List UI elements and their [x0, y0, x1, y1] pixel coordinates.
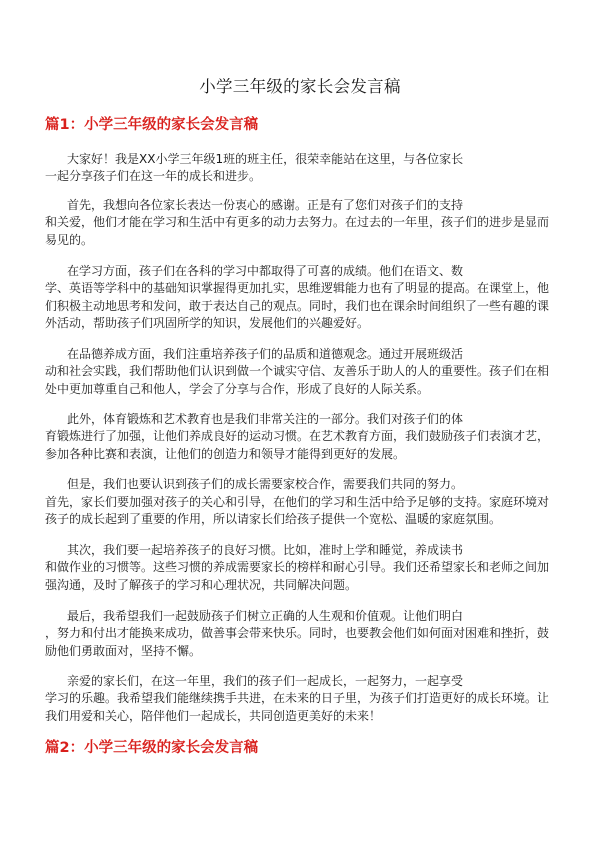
- paragraph-line: 学习的乐趣。我希望我们能继续携手共进，在未来的日子里，为孩子们打造更好的成长环境。让: [45, 691, 550, 705]
- paragraph-line: 最后，我希望我们一起鼓励孩子们树立正确的人生观和价值观。让他们明白: [67, 609, 464, 623]
- paragraph-line: 大家好！我是XX小学三年级1班的班主任，很荣幸能站在这里，与各位家长: [67, 152, 464, 166]
- section-heading-1: 篇1：小学三年级的家长会发言稿: [45, 117, 259, 133]
- section-heading-2: 篇2：小学三年级的家长会发言稿: [45, 740, 259, 756]
- paragraph-line: 但是，我们也要认识到孩子们的成长需要家校合作，需要我们共同的努力。: [67, 477, 464, 491]
- paragraph-line: 学、英语等学科中的基础知识掌握得更加扎实，思维逻辑能力也有了明显的提高。在课堂上，他: [45, 281, 550, 295]
- paragraph-line: 孩子的成长起到了重要的作用，所以请家长们给孩子提供一个宽松、温暖的家庭氛围。: [45, 512, 502, 526]
- document-title: 小学三年级的家长会发言稿: [199, 77, 401, 96]
- paragraph-line: 一起分享孩子们在这一年的成长和进步。: [45, 169, 262, 183]
- paragraph-line: 外活动，帮助孩子们巩固所学的知识，发展他们的兴趣爱好。: [45, 316, 370, 330]
- paragraph-line: 我们用爱和关心，陪伴他们一起成长，共同创造更美好的未来！: [45, 709, 382, 723]
- paragraph-line: 在学习方面，孩子们在各科的学习中都取得了可喜的成绩。他们在语文、数: [67, 264, 464, 278]
- paragraph-line: 励他们勇敢面对，坚持不懈。: [45, 644, 202, 658]
- paragraph-line: 首先，我想向各位家长表达一份衷心的感谢。正是有了您们对孩子们的支持: [67, 198, 464, 212]
- paragraph-line: 首先，家长们要加强对孩子的关心和引导，在他们的学习和生活中给予足够的支持。家庭环境对: [45, 495, 550, 509]
- paragraph-line: 和做作业的习惯等。这些习惯的养成需要家长的榜样和耐心引导。我们还希望家长和老师之间加: [45, 560, 550, 574]
- paragraph-line: 易见的。: [45, 233, 94, 247]
- paragraph-line: 育锻炼进行了加强，让他们养成良好的运动习惯。在艺术教育方面，我们鼓励孩子们表演才艺，: [45, 429, 550, 443]
- paragraph-line: 强沟通，及时了解孩子的学习和心理状况，共同解决问题。: [45, 578, 358, 592]
- paragraph-line: 处中更加尊重自己和他人，学会了分享与合作，形成了良好的人际关系。: [45, 382, 430, 396]
- paragraph-line: 其次，我们要一起培养孩子的良好习惯。比如，准时上学和睡觉，养成读书: [67, 543, 464, 557]
- paragraph-line: 们积极主动地思考和发问，敢于表达自己的观点。同时，我们也在课余时间组织了一些有趣的课: [45, 299, 550, 313]
- paragraph-line: ，努力和付出才能换来成功，做善事会带来快乐。同时，也要教会他们如何面对困难和挫折，鼓: [45, 626, 550, 640]
- paragraph-line: 此外，体育锻炼和艺术教育也是我们非常关注的一部分。我们对孩子们的体: [67, 412, 464, 426]
- paragraph-line: 在品德养成方面，我们注重培养孩子们的品质和道德观念。通过开展班级活: [67, 347, 464, 361]
- paragraph-line: 和关爱，他们才能在学习和生活中有更多的动力去努力。在过去的一年里，孩子们的进步是显而: [45, 215, 550, 229]
- paragraph-line: 参加各种比赛和表演，让他们的创造力和领导才能得到更好的发展。: [45, 447, 406, 461]
- paragraph-line: 动和社会实践，我们帮助他们认识到做一个诚实守信、友善乐于助人的人的重要性。孩子们在相: [45, 364, 550, 378]
- paragraph-line: 亲爱的家长们，在这一年里，我们的孩子们一起成长，一起努力，一起享受: [67, 674, 464, 688]
